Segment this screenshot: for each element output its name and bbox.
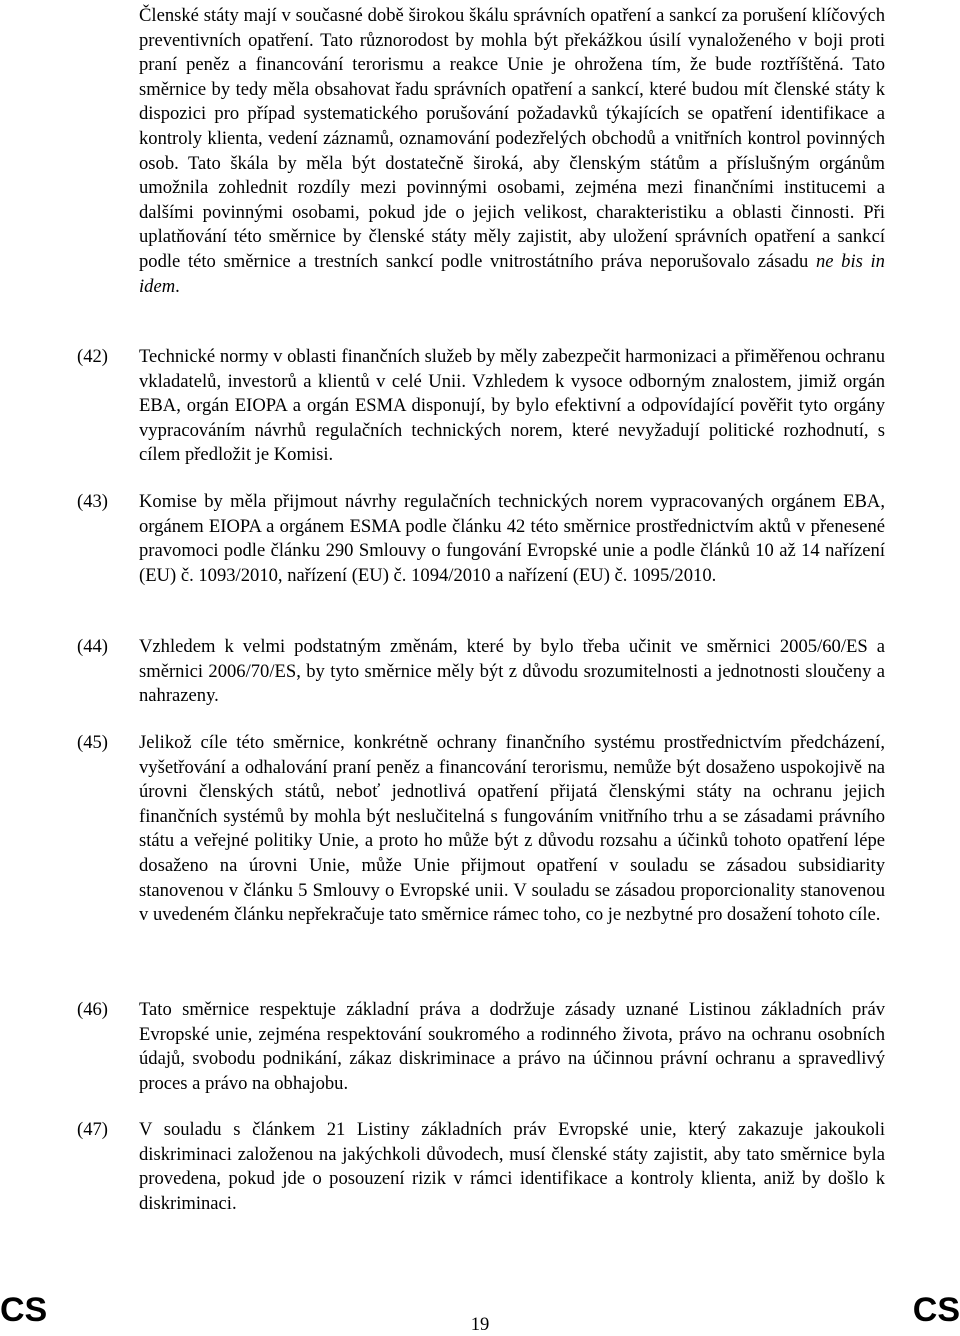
recital-text: Technické normy v oblasti finančních služeb by měly zabezpečit harmonizaci a přiměřenou ochranu vkladatelů, investorů a klientů v celé Unii. Vzhledem k vysoce odborným znalostem, jimiž orgán EBA, orgán EIOPA a orgán ESMA disponují, by bylo efektivní a odpovídající pověřit tyto orgány vypracováním návrhů regulačních technických norem, které nevyžadují politické rozhodnutí, s cílem předložit je Komisi.	[139, 346, 885, 466]
recital-text: Vzhledem k velmi podstatným změnám, které by bylo třeba učinit ve směrnici 2005/60/ES a směrnici 2006/70/ES, by tyto směrnice měly být z důvodu srozumitelnosti a jednotnosti sloučeny a nahrazeny.	[139, 636, 885, 707]
recital-number: (46)	[77, 999, 108, 1020]
page-number: 19	[470, 1314, 490, 1335]
recital-46	[77, 998, 885, 1096]
recital-number: (44)	[77, 636, 108, 657]
recital-number: (43)	[77, 491, 108, 512]
recital-text: Tato směrnice respektuje základní práva a dodržuje zásady uznané Listinou základních práv Evropské unie, zejména respektování soukromého a rodinného života, právo na ochranu osobních údajů, svobodu podnikání, zákaz diskriminace a právo na účinnou právní ochranu a spravedlivý proces a právo na obhajobu.	[139, 999, 885, 1094]
recital-44	[77, 635, 885, 709]
recital-text: Komise by měla přijmout návrhy regulačních technických norem vypracovaných orgánem EBA, orgánem EIOPA a orgánem ESMA podle článku 42 této směrnice prostřednictvím aktů v přenesené pravomoci podle článku 290 Smlouvy o fungování Evropské unie a podle článků 10 až 14 nařízení (EU) č. 1093/2010, nařízení (EU) č. 1094/2010 a nařízení (EU) č. 1095/2010.	[139, 491, 885, 586]
recital-number: (47)	[77, 1119, 108, 1140]
recital-42	[77, 345, 885, 468]
recital-text: V souladu s článkem 21 Listiny základních práv Evropské unie, který zakazuje jakoukoli diskriminaci založenou na jakýchkoli důvodech, musí členské státy zajistit, aby tato směrnice byla provedena, pokud jde o posouzení rizik v rámci identifikace a kontroly klienta, aniž by došlo k diskriminaci.	[139, 1119, 885, 1214]
recital-text: Jelikož cíle této směrnice, konkrétně ochrany finančního systému prostřednictvím předcházení, vyšetřování a odhalování praní peněz a financování terorismu, nemůže být dosaženo uspokojivě na úrovni členských států, neboť jednotlivá opatření přijatá členskými státy na ochranu jejich finančních systémů by mohla být neslučitelná s fungováním vnitřního trhu a se zásadami právního státu a veřejné politiky Unie, a proto ho může být z důvodu rozsahu a účinků tohoto opatření lépe dosaženo na úrovni Unie, může Unie přijmout opatření v souladu se zásadou subsidiarity stanovenou v článku 5 Smlouvy o Evropské unii. V souladu se zásadou proporcionality stanovenou v uvedeném článku nepřekračuje tato směrnice rámec toho, co je nezbytné pro dosažení tohoto cíle.	[139, 732, 885, 926]
recital-43	[77, 490, 885, 588]
continued-paragraph-end: .	[175, 275, 180, 297]
recital-number: (45)	[77, 732, 108, 753]
recital-45	[77, 731, 885, 928]
footer-language-left: CS	[0, 1291, 48, 1329]
footer-language-right: CS	[912, 1291, 960, 1329]
recital-47	[77, 1118, 885, 1216]
recital-number: (42)	[77, 346, 108, 367]
continued-paragraph	[139, 4, 885, 299]
latin-phrase: ne bis in idem	[139, 250, 885, 297]
continued-paragraph-text: Členské státy mají v současné době širokou škálu správních opatření a sankcí za porušení klíčových preventivních opatření. Tato různorodost by mohla být překážkou úsilí vynaloženého v boji proti praní peněz a financování terorismu a reakce Unie je ohrožena tím, že bude roztříštěná. Tato směrnice by tedy měla obsahovat řadu správních opatření a sankcí, které budou mít členské státy k dispozici pro případ systematického porušování požadavků týkajících se opatření identifikace a kontroly klienta, vedení záznamů, oznamování podezřelých obchodů a vnitřních kontrol povinných osob. Tato škála by měla být dostatečně široká, aby členským státům a příslušným orgánům umožnila zohlednit rozdíly mezi povinnými osobami, zejména mezi finančními institucemi a dalšími povinnými osobami, pokud jde o jejich velikost, charakteristiku a oblasti činnosti. Při uplatňování této směrnice by členské státy měly zajistit, aby uložení správních opatření a sankcí podle této směrnice a trestních sankcí podle vnitrostátního práva neporušovalo zásadu	[139, 5, 885, 272]
